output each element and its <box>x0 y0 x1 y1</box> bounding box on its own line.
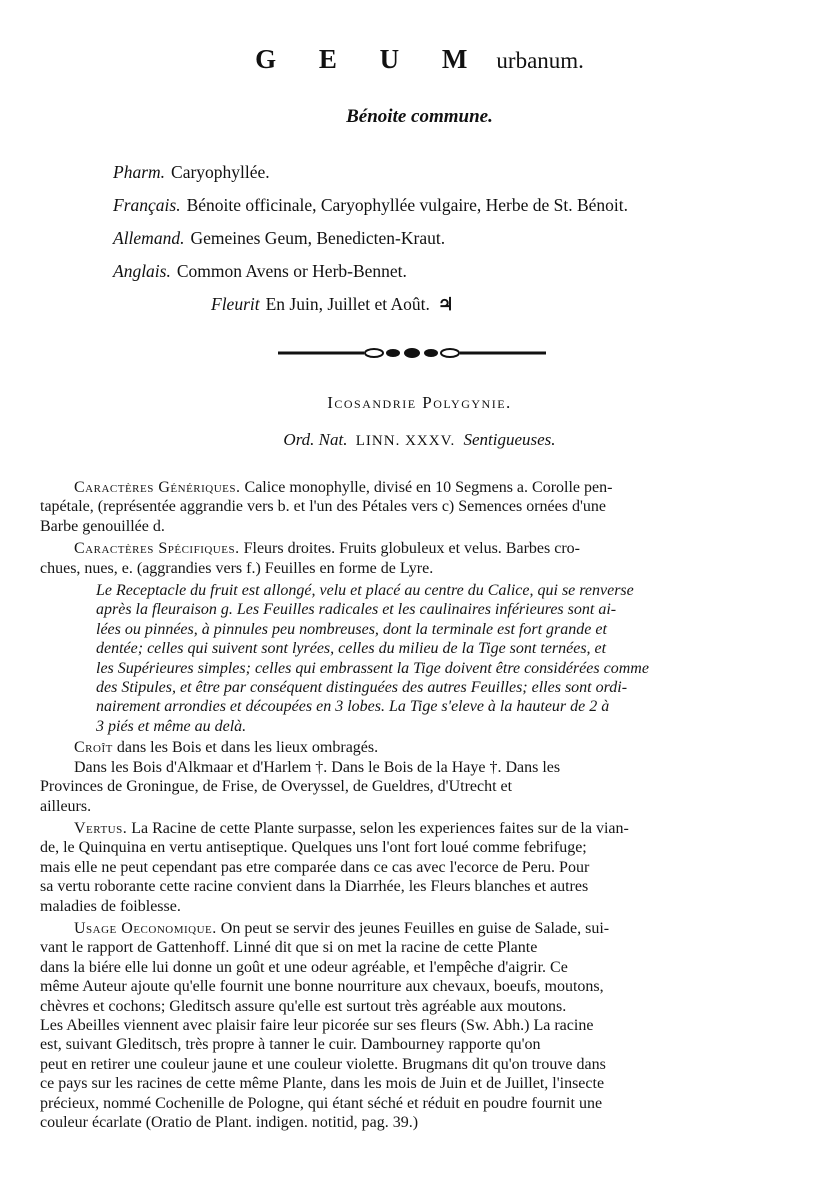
section-heading: Croît <box>74 739 113 757</box>
description-paragraph <box>40 581 806 736</box>
text-line: Caractères Génériques. Calice monophylle, divisé en 10 Segmens a. Corolle pen- <box>74 479 613 496</box>
genus-name: G E U M <box>255 44 486 74</box>
text-line: Barbe genouillée d. <box>40 517 165 535</box>
text-line: Le Receptacle du fruit est allongé, velu et placé au centre du Calice, qui se renverse <box>96 582 634 600</box>
language-label: Pharm. <box>113 162 166 182</box>
vernacular-names <box>113 156 813 321</box>
title-line <box>0 44 839 75</box>
name-text: Gemeines Geum, Benedicten-Kraut. <box>190 228 446 248</box>
text-line: Caractères Spécifiques. Fleurs droites. Fruits globuleux et velus. Barbes cro- <box>74 540 580 558</box>
text-line: sa vertu roborante cette racine convient dans la Diarrhée, les Fleurs blanches et autres <box>40 878 589 896</box>
flowering-row <box>113 288 813 321</box>
usage-paragraph <box>40 919 806 1132</box>
vertus-paragraph <box>40 819 806 916</box>
text-line: Usage Oeconomique. On peut se servir des jeunes Feuilles en guise de Salade, sui- <box>74 919 610 937</box>
body-text <box>40 478 806 1135</box>
text-line: précieux, nommé Cochenille de Pologne, qui étant séché et réduit en poudre fournit une <box>40 1094 603 1112</box>
text-line: Les Abeilles viennent avec plaisir faire leur picorée sur ses fleurs (Sw. Abh.) La racine <box>40 1016 594 1034</box>
text-line: maladies de foiblesse. <box>40 897 181 915</box>
name-row-pharm <box>113 156 813 189</box>
language-label: Français. <box>113 195 181 215</box>
common-name: Bénoite commune. <box>346 106 493 127</box>
ornament-divider <box>278 343 546 363</box>
text-line: après la fleuraison g. Les Feuilles radicales et les caulinaires inférieures sont ai- <box>96 601 617 619</box>
section-heading: Usage Oeconomique. <box>74 919 217 937</box>
text-line: ce pays sur les racines de cette même Plante, dans les mois de Juin et de Juillet, l'insecte <box>40 1075 605 1093</box>
text-line: nairement arrondies et découpées en 3 lobes. La Tige s'eleve à la hauteur de 2 à <box>96 698 610 716</box>
specific-characters-paragraph <box>40 539 806 578</box>
text-line: Dans les Bois d'Alkmaar et d'Harlem †. Dans le Bois de la Haye †. Dans les <box>74 758 561 776</box>
natural-order <box>0 430 839 450</box>
text-line: les Supérieures simples; celles qui embrassent la Tige doivent être considérées comme <box>96 659 649 677</box>
name-row-allemand <box>113 222 813 255</box>
generic-characters-paragraph <box>40 478 806 536</box>
name-row-francais <box>113 189 813 222</box>
text-line: mais elle ne peut cependant pas etre comparée dans ce cas avec l'ecorce de Peru. Pour <box>40 858 590 876</box>
section-heading: Caractères Génériques. <box>74 479 241 496</box>
text-line: chues, nues, e. (aggrandies vers f.) Feuilles en forme de Lyre. <box>40 559 434 577</box>
name-text: Bénoite officinale, Caryophyllée vulgaire, Herbe de St. Bénoit. <box>186 195 629 215</box>
habitat-paragraph <box>40 738 806 816</box>
species-name: urbanum. <box>496 48 584 73</box>
text-line: de, le Quinquina en vertu antiseptique. Quelques uns l'ont fort loué comme febrifuge; <box>40 839 587 857</box>
text-line: des Stipules, et être par conséquent distinguées des autres Feuilles; elles sont ordi- <box>96 679 628 697</box>
linnaean-class: Icosandrie Polygynie. <box>327 393 512 412</box>
name-row-anglais <box>113 255 813 288</box>
text-line: même Auteur ajoute qu'elle fournit une bonne nourriture aux chevaux, boeufs, moutons, <box>40 978 604 996</box>
text-line: peut en retirer une couleur jaune et une couleur violette. Brugmans dit qu'on trouve dans <box>40 1055 606 1073</box>
perennial-symbol-icon: ♃ <box>437 294 454 314</box>
flowering-label: Fleurit <box>211 294 260 314</box>
text-line: dentée; celles qui suivent sont lyrées, celles du milieu de la Tige sont ternées, et <box>96 640 607 658</box>
text-line: ailleurs. <box>40 797 92 815</box>
text-line: tapétale, (représentée aggrandie vers b. et l'un des Pétales vers c) Semences ornées d'une <box>40 498 606 516</box>
order-label: Ord. Nat. <box>283 430 348 449</box>
text-line: est, suivant Gleditsch, très propre à tanner le cuir. Dambourney rapporte qu'on <box>40 1036 541 1054</box>
text-line: chèvres et cochons; Gleditsch assure qu'elle est surtout très agréable aux moutons. <box>40 997 567 1015</box>
text-line: vant le rapport de Gattenhoff. Linné dit que si on met la racine de cette Plante <box>40 939 538 957</box>
text-line: couleur écarlate (Oratio de Plant. indigen. notitid, pag. 39.) <box>40 1114 419 1131</box>
text-line: 3 piés et même au delà. <box>96 717 247 735</box>
order-reference: LINN. XXXV. <box>355 433 456 449</box>
text-line: lées ou pinnées, à pinnules peu nombreuses, dont la terminale est fort grande et <box>96 620 607 638</box>
flowering-text: En Juin, Juillet et Août. <box>265 294 430 314</box>
text-line: Provinces de Groningue, de Frise, de Overyssel, de Gueldres, d'Utrecht et <box>40 778 513 796</box>
name-text: Caryophyllée. <box>171 162 270 182</box>
section-heading: Vertus. <box>74 819 128 837</box>
order-name: Sentigueuses. <box>463 430 556 449</box>
text-line: Vertus. La Racine de cette Plante surpasse, selon les experiences faites sur de la vian- <box>74 819 629 837</box>
name-text: Common Avens or Herb-Bennet. <box>176 261 407 281</box>
language-label: Anglais. <box>113 261 171 281</box>
text-line: dans la biére elle lui donne un goût et une odeur agréable, et l'empêche d'aigrir. Ce <box>40 958 568 976</box>
language-label: Allemand. <box>113 228 185 248</box>
text-line: Croît dans les Bois et dans les lieux ombragés. <box>74 739 379 757</box>
section-heading: Caractères Spécifiques. <box>74 540 240 558</box>
